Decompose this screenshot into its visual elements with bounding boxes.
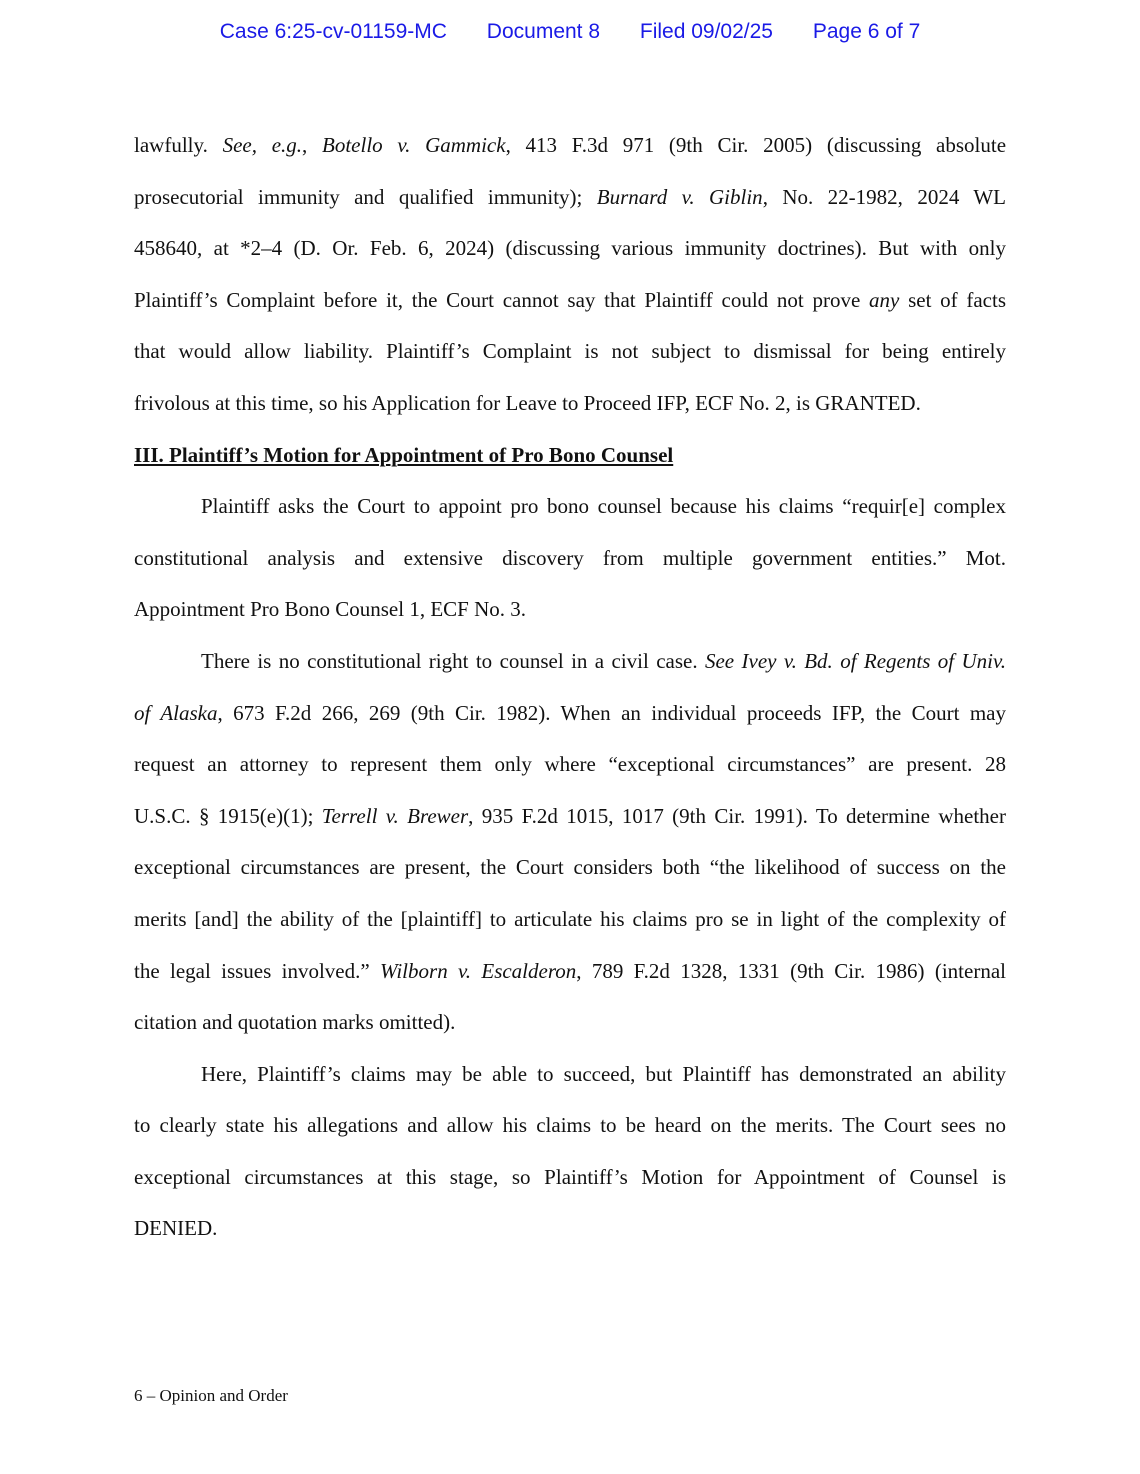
ecf-header bbox=[0, 20, 1140, 44]
text-line bbox=[134, 946, 1006, 998]
text-line bbox=[134, 1152, 1006, 1204]
document-number: Document 8 bbox=[486, 20, 601, 43]
text-run: DENIED. bbox=[134, 1216, 218, 1241]
text-run: III. Plaintiff’s Motion for Appointment of Pro Bono Counsel bbox=[134, 442, 674, 467]
text-run: merits [and] the ability of the [plaintiff] to articulate his claims pro se in light of the complexity of bbox=[134, 906, 1006, 931]
italic-citation: Terrell v. Brewer bbox=[321, 803, 469, 828]
text-run: Appointment Pro Bono Counsel 1, ECF No. 3. bbox=[134, 597, 527, 622]
text-run: , 789 F.2d 1328, 1331 (9th Cir. 1986) (internal bbox=[576, 958, 1006, 983]
text-run: 458640, at *2–4 (D. Or. Feb. 6, 2024) (discussing various immunity doctrines). But with only bbox=[134, 236, 1006, 261]
italic-citation: of Alaska bbox=[134, 700, 218, 725]
text-run: exceptional circumstances at this stage, so Plaintiff’s Motion for Appointment of Counsel is bbox=[134, 1164, 1006, 1189]
text-run: There is no constitutional right to counsel in a civil case. bbox=[201, 648, 705, 673]
text-line bbox=[134, 223, 1006, 275]
text-run: U.S.C. § 1915(e)(1); bbox=[134, 803, 322, 828]
text-run: , bbox=[302, 133, 322, 157]
text-run: Plaintiff’s Complaint before it, the Court cannot say that Plaintiff could not prove bbox=[134, 287, 870, 312]
text-run: prosecutorial immunity and qualified immunity); bbox=[134, 184, 597, 209]
text-run: constitutional analysis and extensive discovery from multiple government entities.” Mot. bbox=[134, 545, 1006, 570]
italic-citation: See Ivey v. Bd. of Regents of Univ. bbox=[704, 648, 1006, 673]
text-run: lawfully. bbox=[134, 133, 223, 157]
italic-citation: Wilborn v. Escalderon bbox=[380, 958, 577, 983]
page-indicator: Page 6 of 7 bbox=[812, 20, 921, 43]
text-run: the legal issues involved.” bbox=[134, 958, 381, 983]
italic-citation: See, e.g. bbox=[222, 133, 303, 157]
text-line bbox=[134, 481, 1006, 533]
text-line bbox=[134, 275, 1006, 327]
text-run: that would allow liability. Plaintiff’s Complaint is not subject to dismissal for being entirely bbox=[134, 339, 1006, 364]
case-number: Case 6:25-cv-01159-MC bbox=[219, 20, 447, 43]
italic-citation: any bbox=[869, 287, 900, 312]
text-run: set of facts bbox=[899, 287, 1006, 312]
text-run: to clearly state his allegations and allow his claims to be heard on the merits. The Court sees no bbox=[134, 1113, 1006, 1138]
text-run: request an attorney to represent them only where “exceptional circumstances” are present. 28 bbox=[134, 752, 1006, 777]
text-run: , 673 F.2d 266, 269 (9th Cir. 1982). When an individual proceeds IFP, the Court may bbox=[217, 700, 1006, 725]
text-line bbox=[134, 1049, 1006, 1101]
text-line bbox=[134, 842, 1006, 894]
text-line bbox=[134, 688, 1006, 740]
text-line bbox=[134, 584, 1006, 636]
text-line bbox=[134, 172, 1006, 224]
section-heading bbox=[134, 430, 1006, 482]
text-run: , No. 22-1982, 2024 WL bbox=[762, 184, 1006, 209]
text-line bbox=[134, 533, 1006, 585]
page-footer: 6 – Opinion and Order bbox=[134, 1386, 288, 1405]
text-line bbox=[134, 1100, 1006, 1152]
text-line bbox=[134, 894, 1006, 946]
text-line bbox=[134, 997, 1006, 1049]
text-line bbox=[134, 326, 1006, 378]
filed-date: Filed 09/02/25 bbox=[639, 20, 773, 43]
text-line bbox=[134, 120, 1006, 172]
text-line bbox=[134, 1203, 1006, 1255]
document-body bbox=[134, 120, 1006, 1255]
text-run: citation and quotation marks omitted). bbox=[134, 1010, 456, 1035]
italic-citation: Botello v. Gammick bbox=[322, 133, 506, 157]
text-run: Plaintiff asks the Court to appoint pro bono counsel because his claims “requir[e] complex bbox=[201, 494, 1006, 519]
text-run: Here, Plaintiff’s claims may be able to succeed, but Plaintiff has demonstrated an ability bbox=[201, 1061, 1006, 1086]
text-run: exceptional circumstances are present, the Court considers both “the likelihood of success on the bbox=[134, 855, 1006, 880]
italic-citation: Burnard v. Giblin bbox=[596, 184, 763, 209]
text-line bbox=[134, 636, 1006, 688]
text-run: frivolous at this time, so his Application for Leave to Proceed IFP, ECF No. 2, is GRANTED. bbox=[134, 390, 921, 415]
text-run: , 413 F.3d 971 (9th Cir. 2005) (discussing absolute bbox=[505, 133, 1007, 157]
text-line bbox=[134, 739, 1006, 791]
text-run: , 935 F.2d 1015, 1017 (9th Cir. 1991). To determine whether bbox=[468, 803, 1006, 828]
text-line bbox=[134, 378, 1006, 430]
text-line bbox=[134, 791, 1006, 843]
